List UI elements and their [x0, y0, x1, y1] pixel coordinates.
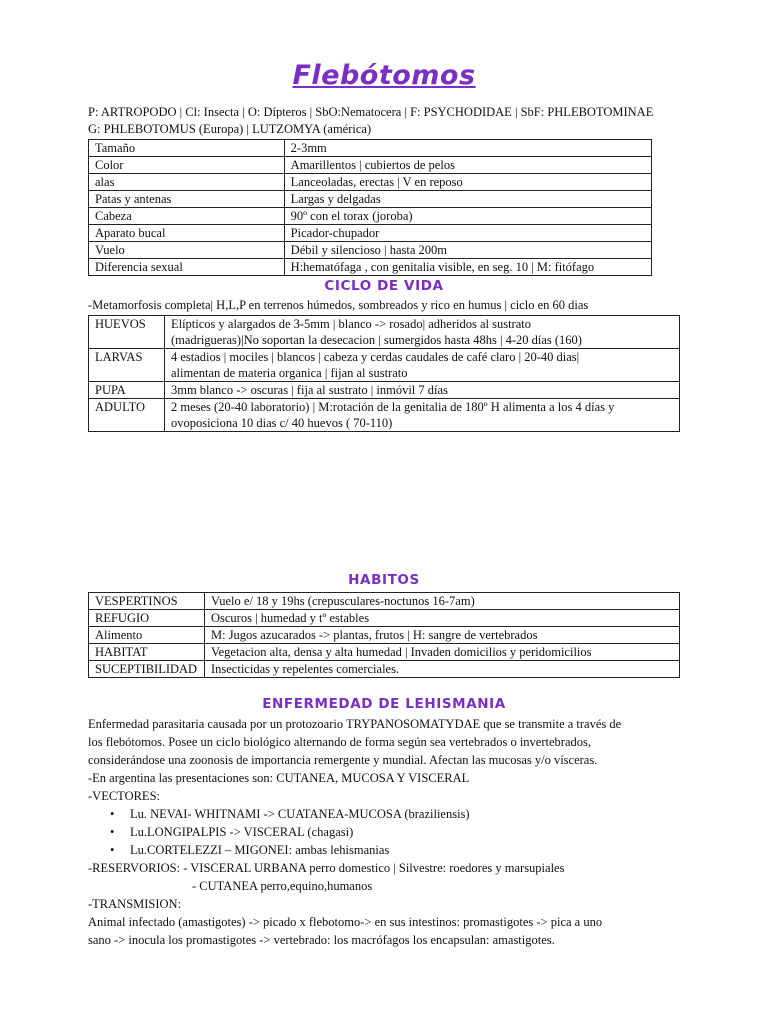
table-cell: H:hematófaga , con genitalia visible, en seg. 10 | M: fitófago	[284, 259, 651, 276]
bullet-icon: •	[110, 825, 115, 839]
description-cell	[164, 316, 679, 349]
ciclo-intro: -Metamorfosis completa| H,L,P en terrenos húmedos, sombreados y rico en humus | ciclo en 60 dias	[88, 298, 589, 312]
paragraph-line: -En argentina las presentaciones son: CUTANEA, MUCOSA Y VISCERAL	[88, 771, 470, 785]
table-cell: Tamaño	[89, 140, 285, 157]
table-row	[89, 191, 652, 208]
description-cell	[164, 382, 679, 399]
table-row	[89, 349, 680, 382]
reservorios-line: - CUTANEA perro,equino,humanos	[192, 879, 373, 893]
table-cell: Amarillentos | cubiertos de pelos	[284, 157, 651, 174]
table-cell: Vuelo e/ 18 y 19hs (crepusculares-noctunos 16-7am)	[204, 593, 679, 610]
table-row	[89, 399, 680, 432]
description-line: ovoposiciona 10 dias c/ 40 huevos ( 70-110)	[170, 416, 393, 430]
table-cell: Lanceoladas, erectas | V en reposo	[284, 174, 651, 191]
table-row	[89, 627, 680, 644]
table-row	[89, 208, 652, 225]
ciclo-table	[88, 315, 680, 432]
list-item-text: Lu. NEVAI- WHITNAMI -> CUATANEA-MUCOSA (braziliensis)	[130, 807, 470, 821]
table-cell: Vegetacion alta, densa y alta humedad | Invaden domicilios y peridomicilios	[204, 644, 679, 661]
table-cell: Vuelo	[89, 242, 285, 259]
taxonomy-line-1: P: ARTROPODO | Cl: Insecta | O: Dípteros | SbO:Nematocera | F: PSYCHODIDAE | SbF: PHLEBOTOMINAE	[88, 105, 654, 119]
list-item-text: Lu.CORTELEZZI – MIGONEI: ambas lehismanias	[130, 843, 390, 857]
list-item	[110, 824, 353, 842]
stage-cell: HUEVOS	[89, 316, 165, 349]
reservorios-line: -RESERVORIOS: - VISCERAL URBANA perro domestico | Silvestre: roedores y marsupiales	[88, 861, 565, 875]
description-line: 4 estadios | mociles | blancos | cabeza y cerdas caudales de café claro | 20-40 dias|	[170, 350, 580, 364]
table-row	[89, 140, 652, 157]
description-cell	[164, 399, 679, 432]
list-item	[110, 806, 470, 824]
table-cell: Diferencia sexual	[89, 259, 285, 276]
table-row	[89, 157, 652, 174]
table-cell: Cabeza	[89, 208, 285, 225]
table-row	[89, 174, 652, 191]
table-row	[89, 225, 652, 242]
table-row	[89, 316, 680, 349]
section-heading-habitos: HABITOS	[348, 572, 420, 588]
table-cell: VESPERTINOS	[89, 593, 205, 610]
section-heading-ciclo: CICLO DE VIDA	[324, 278, 444, 294]
list-item	[110, 842, 389, 860]
table-cell: M: Jugos azucarados -> plantas, frutos | H: sangre de vertebrados	[204, 627, 679, 644]
table-cell: 90º con el torax (joroba)	[284, 208, 651, 225]
morphology-table	[88, 139, 652, 276]
table-row	[89, 382, 680, 399]
table-cell: HABITAT	[89, 644, 205, 661]
taxonomy-line-2: G: PHLEBOTOMUS (Europa) | LUTZOMYA (américa)	[88, 122, 372, 136]
table-row	[89, 259, 652, 276]
stage-cell: ADULTO	[89, 399, 165, 432]
stage-cell: PUPA	[89, 382, 165, 399]
table-cell: Insecticidas y repelentes comerciales.	[204, 661, 679, 678]
table-cell: alas	[89, 174, 285, 191]
table-row	[89, 661, 680, 678]
table-cell: Largas y delgadas	[284, 191, 651, 208]
table-cell: REFUGIO	[89, 610, 205, 627]
table-cell: Picador-chupador	[284, 225, 651, 242]
transmision-line: Animal infectado (amastigotes) -> picado x flebotomo-> en sus intestinos: promastigotes -> pica a uno	[88, 915, 603, 929]
vectores-label: -VECTORES:	[88, 789, 160, 803]
transmision-label: -TRANSMISION:	[88, 897, 182, 911]
table-cell: Color	[89, 157, 285, 174]
table-cell: Alimento	[89, 627, 205, 644]
bullet-icon: •	[110, 807, 115, 821]
description-line: Elípticos y alargados de 3-5mm | blanco -> rosado| adheridos al sustrato	[170, 317, 531, 331]
table-row	[89, 610, 680, 627]
table-cell: 2-3mm	[284, 140, 651, 157]
transmision-line: sano -> inocula los promastigotes -> vertebrado: los macrófagos los encapsulan: amastigotes.	[88, 933, 555, 947]
habitos-table	[88, 592, 680, 678]
table-cell: Patas y antenas	[89, 191, 285, 208]
paragraph-line: los flebótomos. Posee un ciclo biológico alternando de forma según sea vertebrados o invertebrados,	[88, 735, 591, 749]
section-heading-enfermedad: ENFERMEDAD DE LEHISMANIA	[262, 696, 506, 712]
table-row	[89, 644, 680, 661]
table-row	[89, 593, 680, 610]
table-cell: Aparato bucal	[89, 225, 285, 242]
description-line: (madrigueras)|No soportan la desecacion | sumergidos hasta 48hs | 4-20 días (160)	[170, 333, 582, 347]
table-cell: Débil y silencioso | hasta 200m	[284, 242, 651, 259]
table-row	[89, 242, 652, 259]
paragraph-line: Enfermedad parasitaria causada por un protozoario TRYPANOSOMATYDAE que se transmite a través de	[88, 717, 622, 731]
page-title: Flebótomos	[292, 60, 476, 91]
description-cell	[164, 349, 679, 382]
stage-cell: LARVAS	[89, 349, 165, 382]
paragraph-line: considerándose una zoonosis de importancia remergente y mundial. Afectan las mucosas y/o vísceras.	[88, 753, 598, 767]
description-line: 3mm blanco -> oscuras | fija al sustrato | inmóvil 7 días	[170, 383, 448, 397]
list-item-text: Lu.LONGIPALPIS -> VISCERAL (chagasi)	[130, 825, 354, 839]
bullet-icon: •	[110, 843, 115, 857]
table-cell: SUCEPTIBILIDAD	[89, 661, 205, 678]
table-cell: Oscuros | humedad y tº estables	[204, 610, 679, 627]
description-line: alimentan de materia organica | fijan al sustrato	[170, 366, 408, 380]
description-line: 2 meses (20-40 laboratorio) | M:rotación de la genitalia de 180º H alimenta a los 4 días y	[170, 400, 615, 414]
